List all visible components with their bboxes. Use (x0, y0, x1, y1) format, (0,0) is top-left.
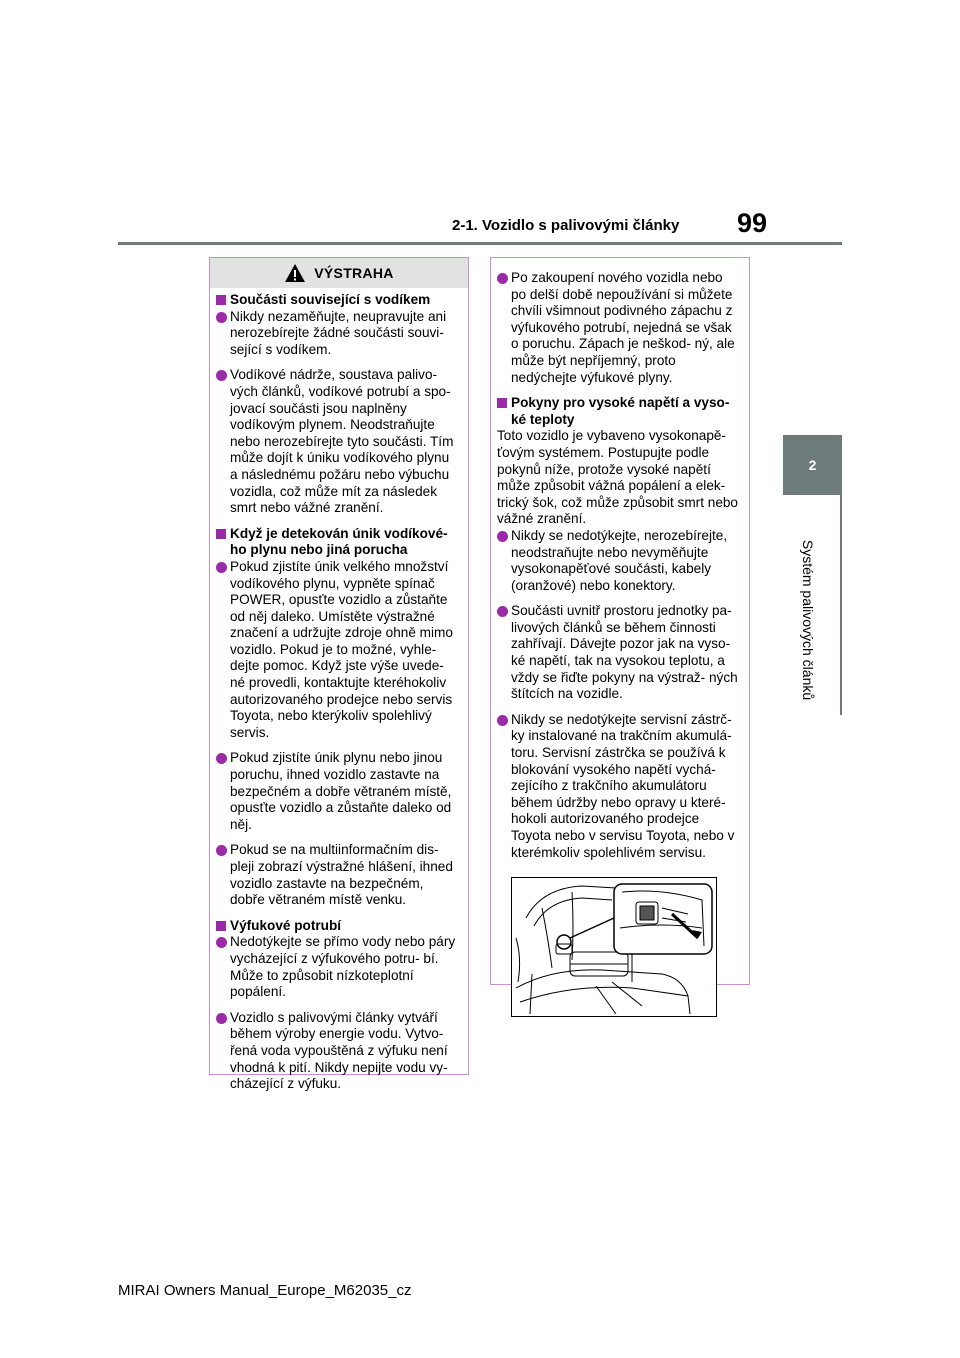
warning-title: VÝSTRAHA (314, 265, 394, 281)
circle-bullet-icon (497, 531, 508, 542)
item-text: Po zakoupení nového vozidla nebo po delší době nepoužívání si můžete chvíli všimnout podivného zápachu z výfukového potrubí, nejedná se však o poruchu. Zápach je neškod- ný, ale může být nepříjemný, proto nedýchejte výfukové plyny. (511, 270, 735, 385)
circle-bullet-icon (216, 937, 227, 948)
bullet-item (216, 367, 460, 516)
section-heading (216, 292, 460, 309)
circle-bullet-icon (216, 312, 227, 323)
item-text: Součásti uvnitř prostoru jednotky pa- livových článků se během činnosti zahřívají. Dávejte pozor jak na vyso- ké napětí, tak na vysokou teplotu, a vždy se řiďte pokyny na výstraž- ných štítcích na vozidle. (511, 603, 738, 702)
warning-box-continued (490, 257, 750, 985)
chapter-title-vertical (788, 535, 828, 705)
circle-bullet-icon (216, 1013, 227, 1024)
item-text: Pokud zjistíte únik velkého množství vodíkového plynu, vypněte spínač POWER, opusťte vozidlo a zůstaňte od něj daleko. Umístěte výstražné značení a udržujte zdroje ohně mimo vozidlo. Pokud je to možné, vyhle- dejte pomoc. Když jste výše uvede- né provedli, kontaktujte kteréhokoliv autorizovaného prodejce nebo servis Toyota, nebo kterýkoliv spolehlivý servis. (230, 558, 453, 740)
item-text: Pokud se na multiinformačním dis- pleji zobrazí výstražné hlášení, ihned vozidlo zastavte na bezpečném, dobře větraném místě venku. (230, 842, 453, 908)
chapter-tab-bar (840, 495, 842, 715)
bullet-item (216, 934, 460, 1000)
warning-triangle-icon (284, 263, 306, 283)
warning-content-continued (491, 258, 749, 867)
item-text: Když je detekován únik vodíkové- ho plynu nebo jiná porucha (230, 525, 448, 558)
bullet-item (216, 750, 460, 833)
paragraph (497, 428, 741, 528)
chapter-title: Systém palivových článků (800, 539, 817, 701)
item-text: Nikdy se nedotýkejte, nerozebírejte, neodstraňujte nebo nevyměňujte vysokonapěťové součásti, kabely (oranžové) nebo konektory. (511, 527, 728, 593)
circle-bullet-icon (497, 715, 508, 726)
page-number: 99 (737, 208, 768, 238)
item-text: Vodíkové nádrže, soustava palivo- vých článků, vodíkové potrubí a spo- jovací součásti jsou naplněny vodíkovým plynem. Neodstraňujte nebo nerozebírejte tyto součásti. Tím může dojít k úniku vodíkového plynu a následnému požáru nebo výbuchu vozidla, což může mít za následek smrt nebo vážné zranění. (230, 367, 454, 516)
chapter-tab[interactable] (783, 435, 842, 495)
service-plug-figure (511, 877, 717, 1017)
bullet-item (216, 559, 460, 742)
circle-bullet-icon (497, 606, 508, 617)
square-bullet-icon (216, 295, 226, 305)
circle-bullet-icon (216, 753, 227, 764)
item-text: Součásti související s vodíkem (230, 292, 431, 307)
warning-box (209, 257, 469, 1092)
car-interior-illustration (512, 878, 717, 1017)
circle-bullet-icon (497, 273, 508, 284)
item-text: Pokud zjistíte únik plynu nebo jinou poruchu, ihned vozidlo zastavte na bezpečném a dobře větraném místě, opusťte vozidlo a zůstaňte daleko od něj. (230, 750, 452, 832)
chapter-number: 2 (808, 457, 817, 473)
square-bullet-icon (216, 921, 226, 931)
warning-header (210, 258, 468, 288)
bullet-item (216, 309, 460, 359)
square-bullet-icon (216, 529, 226, 539)
bullet-item (216, 842, 460, 908)
section-heading (216, 918, 460, 935)
item-text: Pokyny pro vysoké napětí a vyso- ké teploty (511, 395, 730, 427)
item-text: Vozidlo s palivovými články vytváří během výroby energie vodu. Vytvo- řená voda vypouštěná z výfuku není vhodná k pití. Nikdy nepijte vodu vy- cházející z výfuku. (230, 1009, 448, 1092)
circle-bullet-icon (216, 845, 227, 856)
item-text: Nikdy nezaměňujte, neupravujte ani nerozebírejte žádné součásti souvi- sející s vodíkem. (230, 308, 447, 357)
circle-bullet-icon (216, 370, 227, 381)
warning-content (210, 288, 468, 1099)
item-text: Výfukové potrubí (230, 917, 342, 933)
header-divider (118, 242, 842, 245)
section-title: 2-1. Vozidlo s palivovými články (452, 217, 680, 234)
section-heading (216, 526, 460, 559)
item-text: Nedotýkejte se přímo vody nebo páry vycházející z výfukového potru- bí. Může to způsobit nízkoteplotní popálení. (230, 934, 456, 1000)
item-text: Nikdy se nedotýkejte servisní zástrč- ky instalované na trakčním akumulá- toru. Servisní zástrčka se používá k blokování vysokého napětí vychá- zejícího z trakčního akumulátoru během údržby nebo opravy u které- hokoli autorizovaného prodejce Toyota nebo v servisu Toyota, nebo v kterémkoliv spolehlivém servisu. (511, 711, 735, 860)
bullet-item (497, 528, 741, 594)
section-heading (497, 395, 741, 428)
square-bullet-icon (497, 398, 507, 408)
bullet-item (497, 603, 741, 703)
circle-bullet-icon (216, 562, 227, 573)
bullet-item (497, 270, 741, 386)
footer-document-id: MIRAI Owners Manual_Europe_M62035_cz (118, 1282, 412, 1299)
bullet-item (497, 712, 741, 861)
item-text: Toto vozidlo je vybaveno vysokonapě- ťovým systémem. Postupujte podle pokynů níže, protože vysoké napětí může způsobit vážná popálení a elek- trický šok, což může způsobit smrt nebo vážné zranění. (497, 428, 738, 527)
bullet-item (216, 1010, 460, 1093)
